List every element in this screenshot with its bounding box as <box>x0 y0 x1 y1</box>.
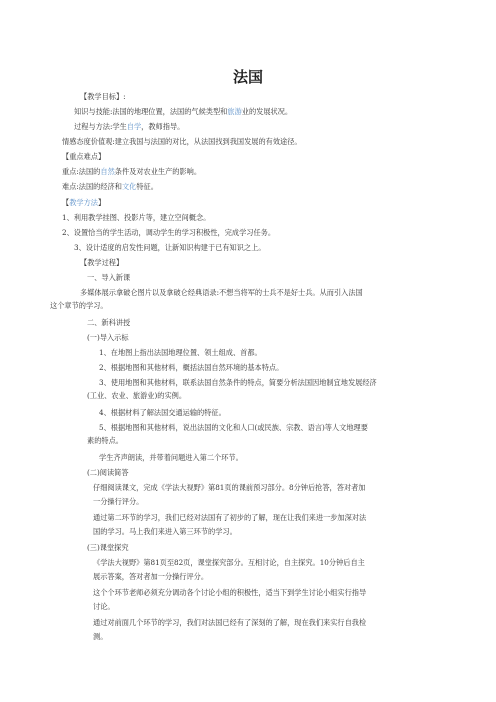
text-segment: 讨论。 <box>93 602 115 611</box>
text-segment: 1、利用教学挂图、投影片等，建立空间概念。 <box>62 213 211 222</box>
text-segment: 重点:法国的 <box>62 167 101 176</box>
text-segment: 2、设置恰当的学生活动，调动学生的学习积极性，完成学习任务。 <box>62 228 276 237</box>
text-segment: 《学法大视野》第81页至82页，课堂探究部分。互相讨论，自主探究。10分钟后自主 <box>93 558 365 567</box>
text-segment: 测。 <box>93 632 108 641</box>
text-line <box>87 318 130 328</box>
text-line <box>93 572 208 582</box>
text-line <box>99 348 262 358</box>
text-line <box>87 273 130 283</box>
text-segment: 这个个环节老师必须充分调动各个讨论小组的积极性，适当下到学生讨论小组实行指导 <box>93 588 367 597</box>
text-line <box>74 122 184 132</box>
text-segment: 】 <box>97 198 106 207</box>
text-segment: 1、在地图上指出法国地理位置、领土组成、首都。 <box>99 348 262 357</box>
keyword-link: 自学 <box>126 122 142 131</box>
text-line <box>99 408 226 418</box>
text-segment: 学生齐声朗读，并带着问题进入第二个环节。 <box>99 453 243 462</box>
text-segment: 知识与技能:法国的地理位置，法国的气候类型和 <box>74 107 228 116</box>
text-segment: 通过第二环节的学习，我们已经对法国有了初步的了解，现在让我们来进一步加深对法 <box>93 513 367 522</box>
text-line <box>99 423 368 433</box>
text-line <box>87 436 123 446</box>
text-segment: 二、新科讲授 <box>87 318 131 327</box>
text-segment: 特征。 <box>136 182 158 191</box>
text-line <box>93 558 365 568</box>
text-line <box>93 588 366 598</box>
text-segment: 这个章节的学习。 <box>50 301 108 310</box>
text-segment: (一)导入示标 <box>87 333 129 342</box>
text-line <box>80 258 123 268</box>
text-segment: 展示答案，答对者加一分操行评分。 <box>93 572 209 581</box>
text-line <box>62 228 275 238</box>
text-line <box>80 92 126 102</box>
text-segment: 情感态度价值观:建立我国与法国的对比，从法国找到我国发展的有效途径。 <box>62 137 302 146</box>
text-segment: 3、使用地图和其他材料，联系法国自然条件的特点，简要分析法国因地制宜地发展经济 <box>99 378 377 387</box>
text-line <box>80 288 363 298</box>
keyword-link: 自然 <box>100 167 115 176</box>
text-line <box>87 391 186 401</box>
text-line <box>62 182 158 192</box>
text-line <box>93 483 365 493</box>
text-line <box>99 453 243 463</box>
text-line <box>62 152 105 162</box>
text-line <box>74 243 265 253</box>
text-segment: 一分操行评分。 <box>93 497 144 506</box>
text-segment: 通过对前面几个环节的学习，我们对法国已经有了深刻的了解，现在我们来实行自我检 <box>93 618 367 627</box>
text-line <box>62 198 105 208</box>
text-line <box>62 167 201 177</box>
text-segment: 【重点难点】 <box>62 152 106 161</box>
text-segment: 条件及对农业生产的影响。 <box>114 167 202 176</box>
text-line <box>74 107 292 117</box>
text-line <box>62 137 302 147</box>
text-segment: 仔细阅读课文，完成《学法大视野》第81页的课前预习部分。8分钟后抢答，答对者加 <box>93 483 366 492</box>
text-segment: 过程与方法:学生 <box>74 122 127 131</box>
keyword-link: 文化 <box>121 182 137 191</box>
text-segment: 【教学目标】: <box>80 92 126 101</box>
text-segment: ，教师指导。 <box>141 122 185 131</box>
text-line <box>87 468 129 478</box>
text-segment: 素的特点。 <box>87 436 123 445</box>
text-segment: 【 <box>62 198 70 207</box>
text-segment: (工业、农业、旅游业)的实例。 <box>87 391 187 400</box>
text-line <box>93 602 115 612</box>
text-line <box>93 632 107 642</box>
text-segment: 5、根据地图和其他材料，说出法国的文化和人口(或民族、宗教、语言)等人文地理要 <box>99 423 368 432</box>
text-segment: (二)阅读简答 <box>87 468 129 477</box>
text-line <box>93 497 143 507</box>
text-segment: 多媒体展示拿破仑图片以及拿破仑经典语录:不想当将军的士兵不是好士兵。从而引入法国 <box>80 288 363 297</box>
keyword-link: 旅游 <box>227 107 242 116</box>
page-title: 法国 <box>232 68 263 86</box>
text-line <box>87 333 129 343</box>
text-line <box>93 618 366 628</box>
text-segment: 一、导入新课 <box>87 273 131 282</box>
keyword-link: 教学方法 <box>69 198 98 207</box>
text-segment: 2、根据地图和其他材料，概括法国自然环境的基本特点。 <box>99 363 284 372</box>
text-line <box>93 513 366 523</box>
text-segment: 业的发展状况。 <box>241 107 293 116</box>
text-line <box>50 301 108 311</box>
text-segment: 4、根据材料了解法国交通运输的特征。 <box>99 408 226 417</box>
text-line <box>99 378 377 388</box>
text-line <box>87 543 129 553</box>
text-line <box>93 527 237 537</box>
text-segment: 国的学习。马上我们来进入第三环节的学习。 <box>93 527 237 536</box>
text-segment: 3、设计适度的启发性问题，让新知识构建于已有知识之上。 <box>74 243 266 252</box>
text-line <box>62 213 210 223</box>
text-segment: 难点:法国的经济和 <box>62 182 122 191</box>
text-segment: 【教学过程】 <box>80 258 124 267</box>
text-segment: (三)课堂探究 <box>87 543 129 552</box>
text-line <box>99 363 283 373</box>
